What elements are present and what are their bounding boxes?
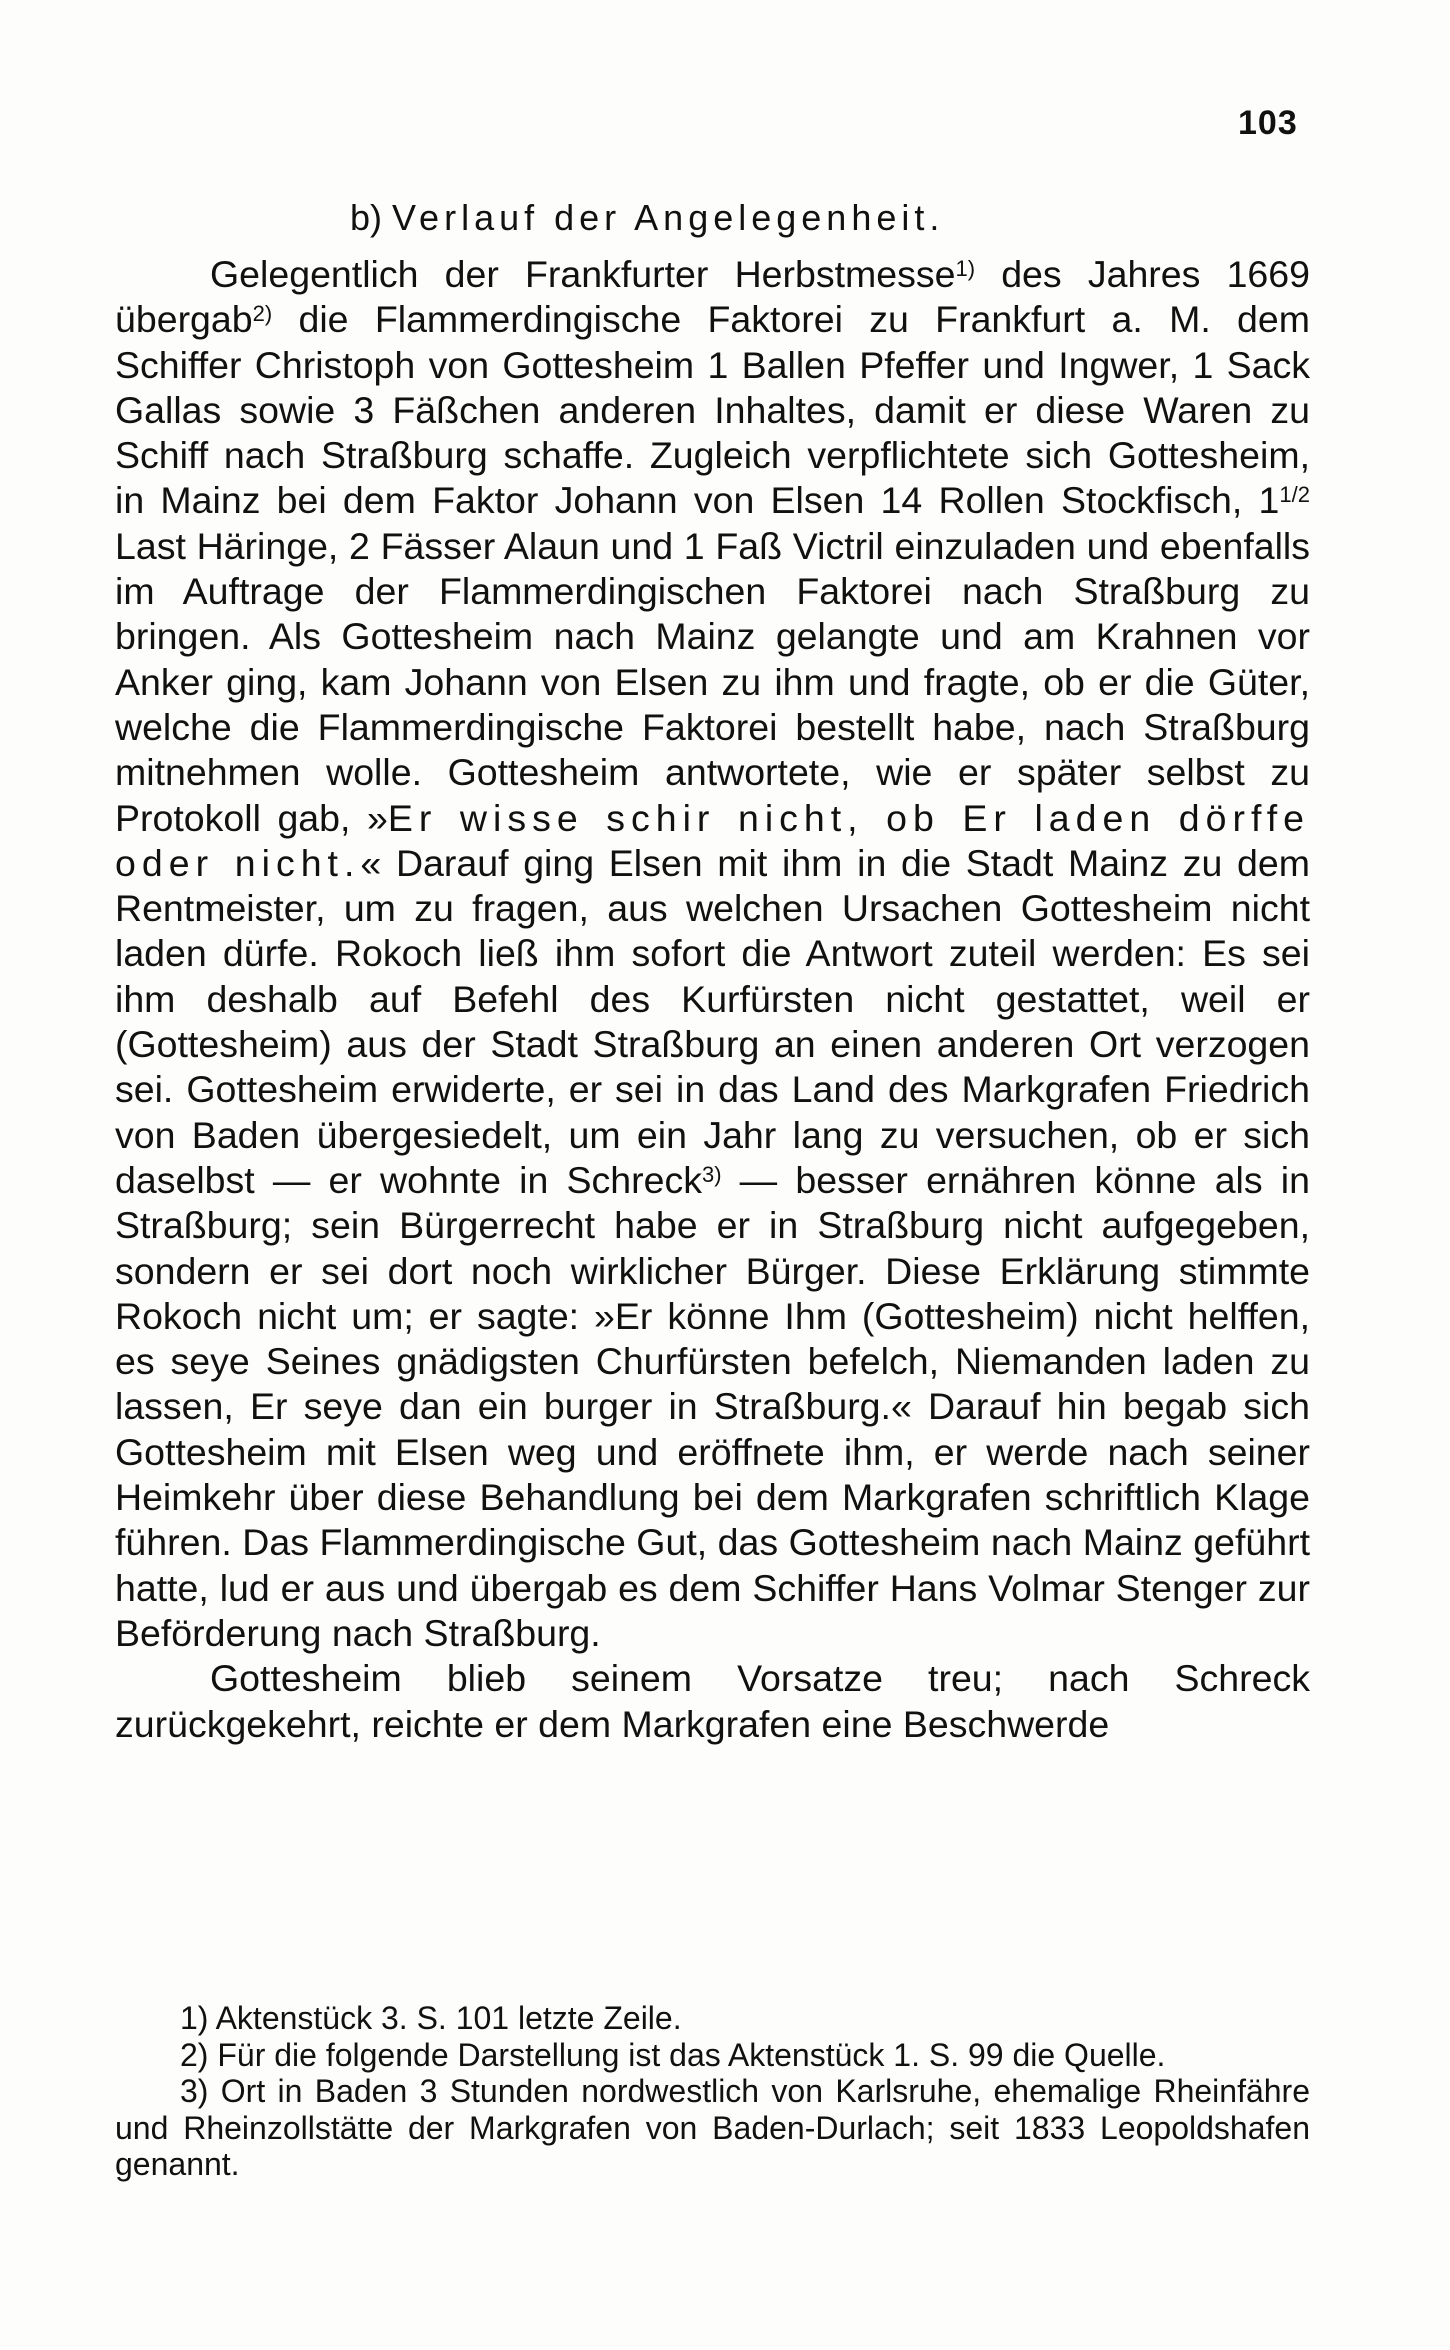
footnote-ref-3: 3) [701, 1161, 722, 1187]
paragraph-1-part-1: Gelegentlich der Frankfurter Herbstmesse [210, 253, 956, 295]
footnote-ref-1: 1) [955, 256, 976, 281]
paragraph-1 [115, 252, 1310, 1656]
section-heading-prefix: b) [350, 197, 383, 238]
section-heading [350, 196, 1310, 240]
quote-gottesheim: Er wisse schir nicht, ob Er laden dörffe oder nicht. [115, 796, 1311, 884]
paragraph-1-part-2: des Jahres 1669 übergab [115, 253, 1310, 341]
footnote-2: 2) Für die folgende Darstellung ist das Aktenstück 1. S. 99 die Quelle. [180, 2036, 1166, 2073]
footnote-3: 3) Ort in Baden 3 Stunden nordwestlich von Karlsruhe, ehemalige Rheinfähre und Rheinzollstätte der Markgrafen von Baden-Durlach; seit 1833 Leopoldshafen genannt. [115, 2073, 1310, 2182]
paragraph-1-part-5: « Darauf ging Elsen mit ihm in die Stadt Mainz zu dem Rentmeister, um zu fragen, aus welchen Ursachen Gottesheim nicht laden dürfe. Rokoch ließ ihm sofort die Antwort zuteil werden: Es sei ihm deshalb auf Befehl des Kurfürsten nicht gestattet, weil er (Gottesheim) aus der Stadt Straßburg an einen anderen Ort verzogen sei. Gottesheim erwiderte, er sei in das Land des Markgrafen Friedrich von Baden übergesiedelt, um ein Jahr lang zu versuchen, ob er sich daselbst — er wohnte in Schreck [115, 841, 1310, 1201]
footnote-ref-2: 2) [252, 301, 273, 327]
main-text [115, 196, 1310, 1747]
paragraph-1-part-4: Last Häringe, 2 Fässer Alaun und 1 Faß Victril einzuladen und ebenfalls im Auftrage der Flammerdingischen Faktorei nach Straßburg zu bringen. Als Gottesheim nach Mainz gelangte und am Krahnen vor Anker ging, kam Johann von Elsen zu ihm und fragte, ob er die Güter, welche die Flammerdingische Faktorei bestellt habe, nach Straßburg mitnehmen wolle. Gottesheim antwortete, wie er später selbst zu Protokoll gab, » [115, 524, 1310, 839]
fraction-one-half: 1/2 [1279, 482, 1310, 508]
section-heading-text: Verlauf der Angelegenheit. [392, 197, 945, 238]
paragraph-2: Gottesheim blieb seinem Vorsatze treu; nach Schreck zurückgekehrt, reichte er dem Markgrafen eine Beschwerde [115, 1657, 1310, 1745]
footnote-1: 1) Aktenstück 3. S. 101 letzte Zeile. [180, 2000, 682, 2036]
page-number: 103 [1238, 104, 1298, 142]
footnotes [115, 2000, 1310, 2183]
paragraph-1-part-6: — besser ernähren könne als in Straßburg; sein Bürgerrecht habe er in Straßburg nicht aufgegeben, sondern er sei dort noch wirklicher Bürger. Diese Erklärung stimmte Rokoch nicht um; er sagte: »Er könne Ihm (Gottesheim) nicht helffen, es seye Seines gnädigsten Churfürsten befelch, Niemanden laden zu lassen, Er seye dan ein burger in Straßburg.« Darauf hin begab sich Gottesheim mit Elsen weg und eröffnete ihm, er werde nach seiner Heimkehr über diese Behandlung bei dem Markgrafen schriftlich Klage führen. Das Flammerdingische Gut, das Gottesheim nach Mainz geführt hatte, lud er aus und übergab es dem Schiffer Hans Volmar Stenger zur Beförderung nach Straßburg. [115, 1158, 1310, 1654]
paragraph-1-part-3: die Flammerdingische Faktorei zu Frankfurt a. M. dem Schiffer Christoph von Gottesheim 1 Ballen Pfeffer und Ingwer, 1 Sack Gallas sowie 3 Fäßchen anderen Inhaltes, damit er diese Waren zu Schiff nach Straßburg schaffe. Zugleich verpflichtete sich Gottesheim, in Mainz bei dem Faktor Johann von Elsen 14 Rollen Stockfisch, 1 [115, 298, 1310, 522]
